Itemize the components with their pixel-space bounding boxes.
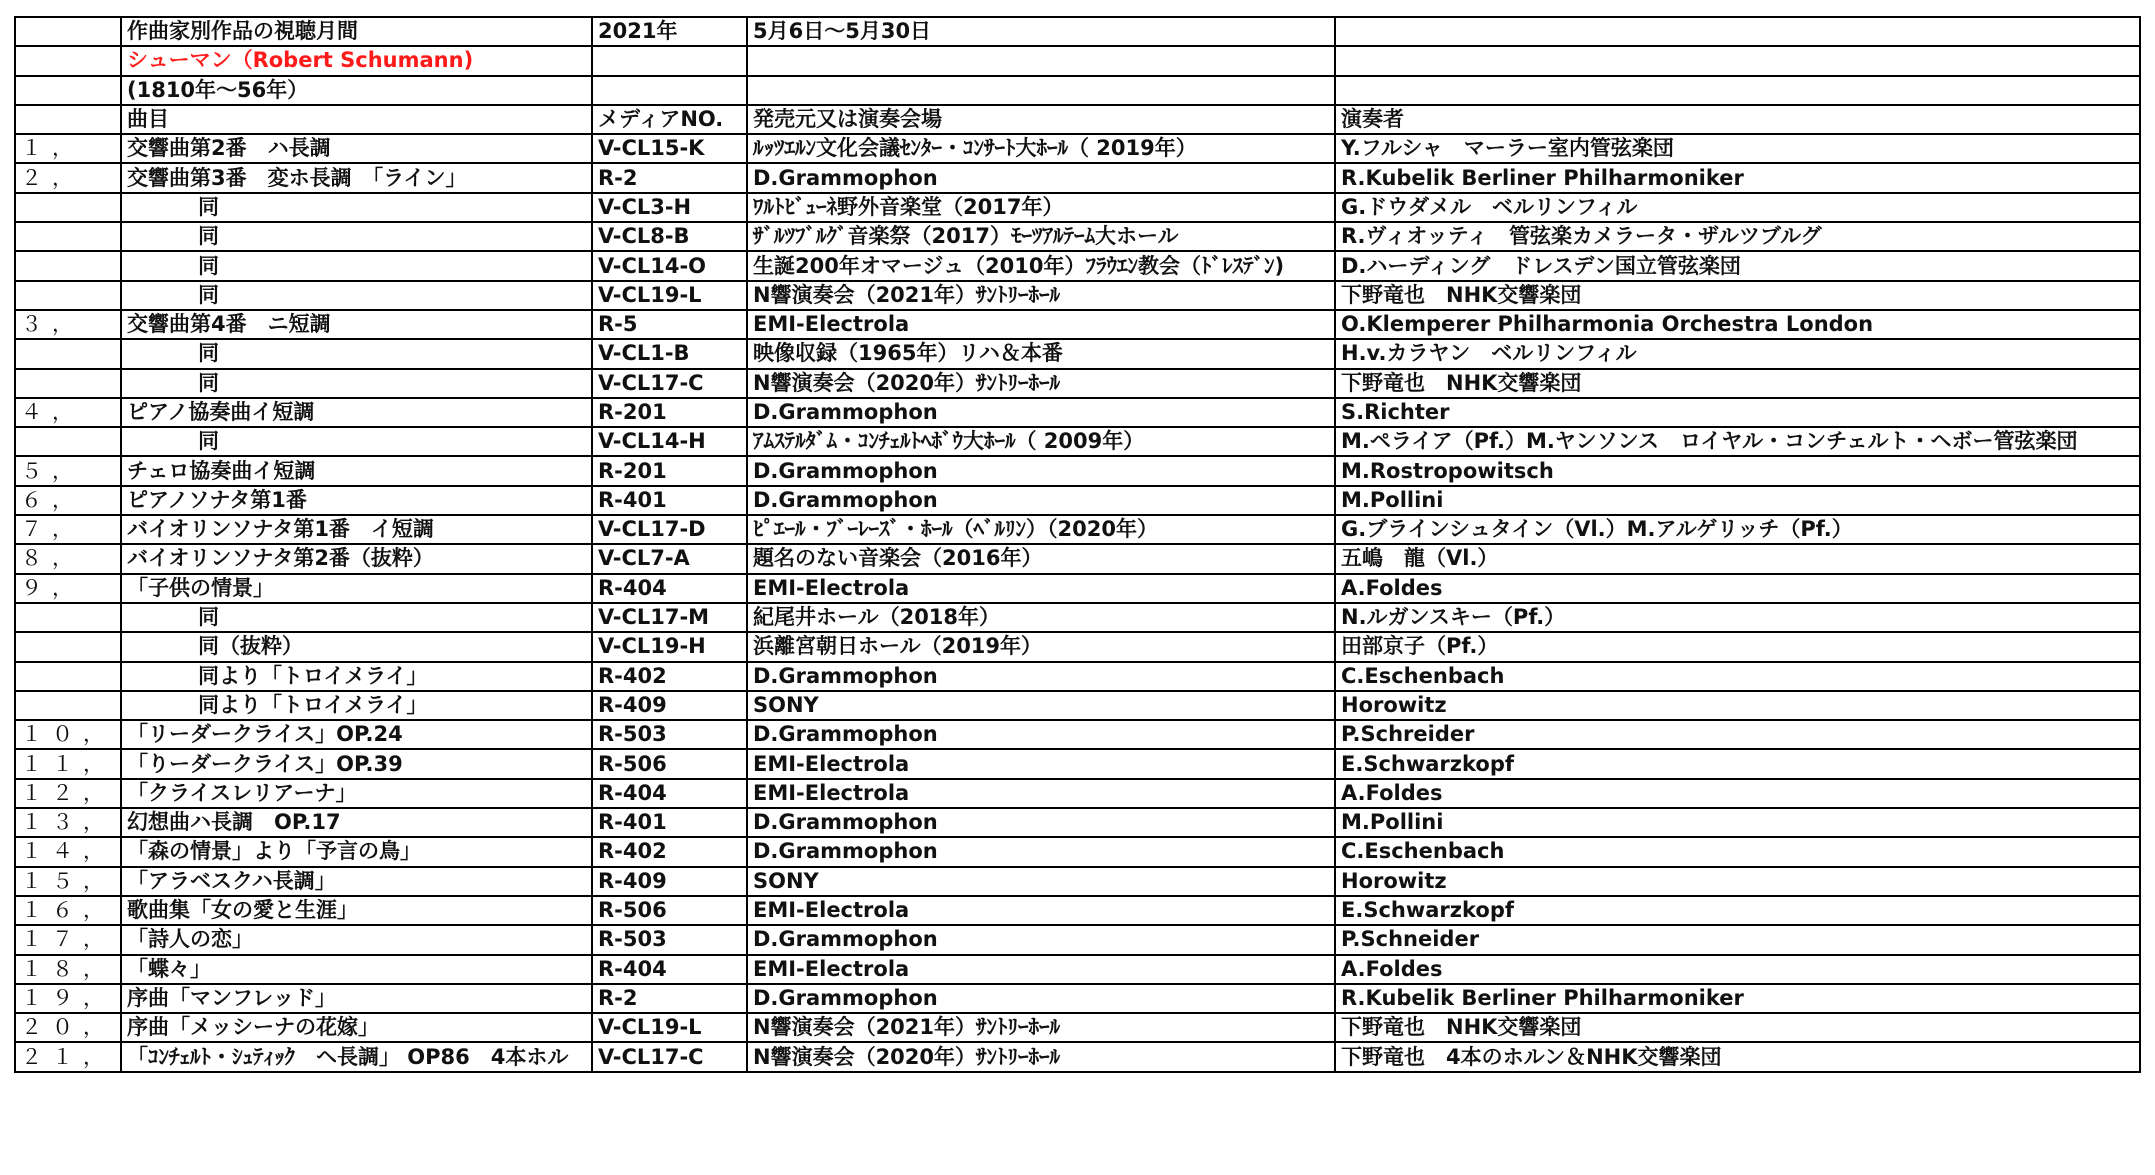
media-cell[interactable]: V-CL15-K	[592, 134, 747, 163]
table-row	[15, 163, 2140, 192]
row-number-cell[interactable]	[15, 427, 121, 456]
performer-cell[interactable]: D.ハーディング ドレスデン国立管弦楽団	[1335, 251, 2140, 280]
source-cell[interactable]: ｻﾞﾙﾂﾌﾞﾙｸﾞ音楽祭（2017）ﾓｰﾂｱﾙﾃｰﾑ大ホール	[747, 222, 1335, 251]
source-cell[interactable]: EMI-Electrola	[747, 749, 1335, 778]
media-cell[interactable]: R-201	[592, 456, 747, 485]
media-cell[interactable]: V-CL17-D	[592, 515, 747, 544]
media-cell[interactable]: R-402	[592, 837, 747, 866]
work-cell[interactable]: 「アラベスクハ長調」	[121, 867, 592, 896]
table-row	[15, 486, 2140, 515]
performer-cell[interactable]: P.Schneider	[1335, 925, 2140, 954]
work-cell[interactable]: バイオリンソナタ第1番 イ短調	[121, 515, 592, 544]
row-number-cell[interactable]: ７，	[15, 515, 121, 544]
media-cell[interactable]: R-506	[592, 749, 747, 778]
cell[interactable]	[15, 105, 121, 134]
table-row	[15, 896, 2140, 925]
source-cell[interactable]: D.Grammophon	[747, 808, 1335, 837]
source-cell[interactable]: ﾜﾙﾄﾋﾞｭｰﾈ野外音楽堂（2017年）	[747, 193, 1335, 222]
source-cell[interactable]: N響演奏会（2020年）ｻﾝﾄﾘｰﾎｰﾙ	[747, 369, 1335, 398]
media-cell[interactable]: R-5	[592, 310, 747, 339]
table-row	[15, 749, 2140, 778]
media-cell[interactable]: V-CL8-B	[592, 222, 747, 251]
row-number-cell[interactable]: １５，	[15, 867, 121, 896]
media-cell[interactable]: V-CL19-L	[592, 1013, 747, 1042]
media-cell[interactable]: R-401	[592, 486, 747, 515]
media-cell[interactable]: R-2	[592, 984, 747, 1013]
cell[interactable]	[15, 17, 121, 46]
period-cell[interactable]: 5月6日～5月30日	[747, 17, 1335, 46]
performer-cell[interactable]: E.Schwarzkopf	[1335, 896, 2140, 925]
source-cell[interactable]: D.Grammophon	[747, 720, 1335, 749]
source-cell[interactable]: SONY	[747, 691, 1335, 720]
work-cell[interactable]: バイオリンソナタ第2番（抜粋）	[121, 544, 592, 573]
table-row	[15, 837, 2140, 866]
source-cell[interactable]: 紀尾井ホール（2018年）	[747, 603, 1335, 632]
cell[interactable]	[747, 76, 1335, 105]
work-cell[interactable]: 同（抜粋）	[121, 632, 592, 661]
performer-cell[interactable]: 下野竜也 NHK交響楽団	[1335, 281, 2140, 310]
cell[interactable]	[15, 46, 121, 75]
row-number-cell[interactable]: １７，	[15, 925, 121, 954]
row-number-cell[interactable]: ２，	[15, 163, 121, 192]
performer-cell[interactable]: M.ペライア（Pf.）M.ヤンソンス ロイヤル・コンチェルト・ヘボー管弦楽団	[1335, 427, 2140, 456]
source-cell[interactable]: D.Grammophon	[747, 837, 1335, 866]
row-number-cell[interactable]: １０，	[15, 720, 121, 749]
table-row	[15, 193, 2140, 222]
spreadsheet-table	[14, 16, 2141, 1073]
performer-cell[interactable]: 下野竜也 NHK交響楽団	[1335, 1013, 2140, 1042]
cell[interactable]	[1335, 46, 2140, 75]
media-cell[interactable]: R-404	[592, 574, 747, 603]
media-cell[interactable]: V-CL17-C	[592, 369, 747, 398]
row-number-cell[interactable]: ３，	[15, 310, 121, 339]
media-cell[interactable]: R-409	[592, 867, 747, 896]
table-row	[15, 955, 2140, 984]
source-cell[interactable]: D.Grammophon	[747, 662, 1335, 691]
table-row	[15, 574, 2140, 603]
table-row	[15, 925, 2140, 954]
cell[interactable]	[15, 76, 121, 105]
work-cell[interactable]: 「森の情景」より「予言の鳥」	[121, 837, 592, 866]
row-number-cell[interactable]: ２０，	[15, 1013, 121, 1042]
performer-cell[interactable]: R.ヴィオッティ 管弦楽カメラータ・ザルツブルグ	[1335, 222, 2140, 251]
media-cell[interactable]: R-503	[592, 925, 747, 954]
work-cell[interactable]: 同	[121, 281, 592, 310]
row-number-cell[interactable]: １３，	[15, 808, 121, 837]
performer-cell[interactable]: S.Richter	[1335, 398, 2140, 427]
title-row	[15, 17, 2140, 46]
row-number-cell[interactable]: ２１，	[15, 1042, 121, 1071]
source-cell[interactable]: D.Grammophon	[747, 456, 1335, 485]
performer-cell[interactable]: 五嶋 龍（Vl.）	[1335, 544, 2140, 573]
work-cell[interactable]: 歌曲集「女の愛と生涯」	[121, 896, 592, 925]
row-number-cell[interactable]: １６，	[15, 896, 121, 925]
row-number-cell[interactable]: １２，	[15, 779, 121, 808]
row-number-cell[interactable]	[15, 251, 121, 280]
media-cell[interactable]: R-2	[592, 163, 747, 192]
work-cell[interactable]: 交響曲第3番 変ホ長調 「ライン」	[121, 163, 592, 192]
source-cell[interactable]: EMI-Electrola	[747, 574, 1335, 603]
row-number-cell[interactable]	[15, 281, 121, 310]
row-number-cell[interactable]: １４，	[15, 837, 121, 866]
table-row	[15, 369, 2140, 398]
table-row	[15, 544, 2140, 573]
work-cell[interactable]: 「ｺﾝﾁｪﾙﾄ・ｼｭﾃｨｯｸ ヘ長調」 OP86 4本ホル	[121, 1042, 592, 1071]
row-number-cell[interactable]: ４，	[15, 398, 121, 427]
source-cell[interactable]: D.Grammophon	[747, 984, 1335, 1013]
row-number-cell[interactable]: １，	[15, 134, 121, 163]
table-row	[15, 134, 2140, 163]
source-cell[interactable]: ﾋﾟｴｰﾙ・ﾌﾞｰﾚｰｽﾞ・ﾎｰﾙ（ﾍﾞﾙﾘﾝ）（2020年）	[747, 515, 1335, 544]
media-cell[interactable]: V-CL19-L	[592, 281, 747, 310]
work-cell[interactable]: 「詩人の恋」	[121, 925, 592, 954]
table-row	[15, 1042, 2140, 1071]
media-cell[interactable]: R-409	[592, 691, 747, 720]
composer-row	[15, 46, 2140, 75]
work-cell[interactable]: 同	[121, 339, 592, 368]
header-media[interactable]: メディアNO.	[592, 105, 747, 134]
header-performer[interactable]: 演奏者	[1335, 105, 2140, 134]
media-cell[interactable]: V-CL7-A	[592, 544, 747, 573]
row-number-cell[interactable]: ５，	[15, 456, 121, 485]
source-cell[interactable]: EMI-Electrola	[747, 779, 1335, 808]
performer-cell[interactable]: M.Rostropowitsch	[1335, 456, 2140, 485]
table-row	[15, 1013, 2140, 1042]
media-cell[interactable]: V-CL17-C	[592, 1042, 747, 1071]
media-cell[interactable]: V-CL14-H	[592, 427, 747, 456]
work-cell[interactable]: 交響曲第4番 ニ短調	[121, 310, 592, 339]
table-row	[15, 808, 2140, 837]
work-cell[interactable]: 「リーダークライス」OP.24	[121, 720, 592, 749]
work-cell[interactable]: 「蝶々」	[121, 955, 592, 984]
row-number-cell[interactable]	[15, 662, 121, 691]
performer-cell[interactable]: A.Foldes	[1335, 574, 2140, 603]
media-cell[interactable]: R-404	[592, 779, 747, 808]
work-cell[interactable]: チェロ協奏曲イ短調	[121, 456, 592, 485]
source-cell[interactable]: D.Grammophon	[747, 925, 1335, 954]
source-cell[interactable]: ﾙｯﾂｴﾙﾝ文化会議ｾﾝﾀｰ・ｺﾝｻｰﾄ大ﾎｰﾙ（ 2019年）	[747, 134, 1335, 163]
lifespan-row	[15, 76, 2140, 105]
work-cell[interactable]: 同	[121, 369, 592, 398]
media-cell[interactable]: R-401	[592, 808, 747, 837]
row-number-cell[interactable]: ９，	[15, 574, 121, 603]
media-cell[interactable]: V-CL1-B	[592, 339, 747, 368]
performer-cell[interactable]: Horowitz	[1335, 867, 2140, 896]
year-cell[interactable]: 2021年	[592, 17, 747, 46]
work-cell[interactable]: 同	[121, 603, 592, 632]
media-cell[interactable]: R-506	[592, 896, 747, 925]
table-row	[15, 867, 2140, 896]
row-number-cell[interactable]	[15, 632, 121, 661]
media-cell[interactable]: R-404	[592, 955, 747, 984]
source-cell[interactable]: D.Grammophon	[747, 163, 1335, 192]
source-cell[interactable]: N響演奏会（2021年）ｻﾝﾄﾘｰﾎｰﾙ	[747, 281, 1335, 310]
lifespan-cell[interactable]: (1810年～56年）	[121, 76, 592, 105]
cell[interactable]	[592, 46, 747, 75]
performer-cell[interactable]: G.ドウダメル ベルリンフィル	[1335, 193, 2140, 222]
work-cell[interactable]: 同	[121, 193, 592, 222]
performer-cell[interactable]: M.Pollini	[1335, 486, 2140, 515]
cell[interactable]	[592, 76, 747, 105]
cell[interactable]	[747, 46, 1335, 75]
table-row	[15, 632, 2140, 661]
work-cell[interactable]: ピアノソナタ第1番	[121, 486, 592, 515]
work-cell[interactable]: 「りーダークライス」OP.39	[121, 749, 592, 778]
cell[interactable]	[1335, 76, 2140, 105]
work-cell[interactable]: 交響曲第2番 ハ長調	[121, 134, 592, 163]
source-cell[interactable]: 生誕200年オマージュ（2010年）ﾌﾗｳｴﾝ教会（ﾄﾞﾚｽﾃﾞﾝ)	[747, 251, 1335, 280]
row-number-cell[interactable]: １８，	[15, 955, 121, 984]
media-cell[interactable]: V-CL17-M	[592, 603, 747, 632]
work-cell[interactable]: 同	[121, 222, 592, 251]
source-cell[interactable]: N響演奏会（2021年）ｻﾝﾄﾘｰﾎｰﾙ	[747, 1013, 1335, 1042]
row-number-cell[interactable]: １１，	[15, 749, 121, 778]
performer-cell[interactable]: H.v.カラヤン ベルリンフィル	[1335, 339, 2140, 368]
table-row	[15, 720, 2140, 749]
row-number-cell[interactable]	[15, 222, 121, 251]
performer-cell[interactable]: E.Schwarzkopf	[1335, 749, 2140, 778]
media-cell[interactable]: R-503	[592, 720, 747, 749]
composer-name[interactable]: シューマン（Robert Schumann)	[121, 46, 592, 75]
table-row	[15, 691, 2140, 720]
table-row	[15, 281, 2140, 310]
row-number-cell[interactable]: ６，	[15, 486, 121, 515]
performer-cell[interactable]: A.Foldes	[1335, 955, 2140, 984]
header-source[interactable]: 発売元又は演奏会場	[747, 105, 1335, 134]
source-cell[interactable]: N響演奏会（2020年）ｻﾝﾄﾘｰﾎｰﾙ	[747, 1042, 1335, 1071]
table-row	[15, 222, 2140, 251]
source-cell[interactable]: ｱﾑｽﾃﾙﾀﾞﾑ・ｺﾝﾁｪﾙﾄﾍﾎﾞｳ大ﾎｰﾙ（ 2009年）	[747, 427, 1335, 456]
row-number-cell[interactable]	[15, 691, 121, 720]
work-cell[interactable]: 同	[121, 251, 592, 280]
performer-cell[interactable]: A.Foldes	[1335, 779, 2140, 808]
source-cell[interactable]: 映像収録（1965年）リハ＆本番	[747, 339, 1335, 368]
media-cell[interactable]: V-CL3-H	[592, 193, 747, 222]
table-row	[15, 251, 2140, 280]
work-cell[interactable]: 序曲「メッシーナの花嫁」	[121, 1013, 592, 1042]
table-row	[15, 603, 2140, 632]
performer-cell[interactable]: M.Pollini	[1335, 808, 2140, 837]
work-cell[interactable]: ピアノ協奏曲イ短調	[121, 398, 592, 427]
work-cell[interactable]: 「クライスレリアーナ」	[121, 779, 592, 808]
work-cell[interactable]: 同より「トロイメライ」	[121, 662, 592, 691]
table-row	[15, 427, 2140, 456]
source-cell[interactable]: EMI-Electrola	[747, 896, 1335, 925]
source-cell[interactable]: SONY	[747, 867, 1335, 896]
performer-cell[interactable]: 下野竜也 NHK交響楽団	[1335, 369, 2140, 398]
performer-cell[interactable]: P.Schreider	[1335, 720, 2140, 749]
table-row	[15, 984, 2140, 1013]
row-number-cell[interactable]: １９，	[15, 984, 121, 1013]
media-cell[interactable]: V-CL19-H	[592, 632, 747, 661]
source-cell[interactable]: EMI-Electrola	[747, 955, 1335, 984]
source-cell[interactable]: 題名のない音楽会（2016年）	[747, 544, 1335, 573]
performer-cell[interactable]: N.ルガンスキー（Pf.）	[1335, 603, 2140, 632]
work-cell[interactable]: 同	[121, 427, 592, 456]
source-cell[interactable]: EMI-Electrola	[747, 310, 1335, 339]
work-cell[interactable]: 幻想曲ハ長調 OP.17	[121, 808, 592, 837]
table-row	[15, 515, 2140, 544]
column-header-row	[15, 105, 2140, 134]
source-cell[interactable]: D.Grammophon	[747, 486, 1335, 515]
performer-cell[interactable]: Horowitz	[1335, 691, 2140, 720]
performer-cell[interactable]: Y.フルシャ マーラー室内管弦楽団	[1335, 134, 2140, 163]
sheet-title[interactable]: 作曲家別作品の視聴月間	[121, 17, 592, 46]
performer-cell[interactable]: C.Eschenbach	[1335, 662, 2140, 691]
performer-cell[interactable]: G.ブラインシュタイン（Vl.）M.アルゲリッチ（Pf.）	[1335, 515, 2140, 544]
performer-cell[interactable]: R.Kubelik Berliner Philharmoniker	[1335, 163, 2140, 192]
work-cell[interactable]: 序曲「マンフレッド」	[121, 984, 592, 1013]
row-number-cell[interactable]	[15, 193, 121, 222]
cell[interactable]	[1335, 17, 2140, 46]
performer-cell[interactable]: C.Eschenbach	[1335, 837, 2140, 866]
performer-cell[interactable]: R.Kubelik Berliner Philharmoniker	[1335, 984, 2140, 1013]
media-cell[interactable]: V-CL14-O	[592, 251, 747, 280]
row-number-cell[interactable]	[15, 339, 121, 368]
table-row	[15, 456, 2140, 485]
work-cell[interactable]: 「子供の情景」	[121, 574, 592, 603]
source-cell[interactable]: D.Grammophon	[747, 398, 1335, 427]
performer-cell[interactable]: 田部京子（Pf.）	[1335, 632, 2140, 661]
row-number-cell[interactable]	[15, 369, 121, 398]
table-row	[15, 398, 2140, 427]
header-work[interactable]: 曲目	[121, 105, 592, 134]
performer-cell[interactable]: 下野竜也 4本のホルン＆NHK交響楽団	[1335, 1042, 2140, 1071]
table-row	[15, 662, 2140, 691]
media-cell[interactable]: R-402	[592, 662, 747, 691]
work-cell[interactable]: 同より「トロイメライ」	[121, 691, 592, 720]
row-number-cell[interactable]	[15, 603, 121, 632]
table-row	[15, 339, 2140, 368]
table-row	[15, 310, 2140, 339]
row-number-cell[interactable]: ８，	[15, 544, 121, 573]
performer-cell[interactable]: O.Klemperer Philharmonia Orchestra London	[1335, 310, 2140, 339]
source-cell[interactable]: 浜離宮朝日ホール（2019年）	[747, 632, 1335, 661]
media-cell[interactable]: R-201	[592, 398, 747, 427]
table-row	[15, 779, 2140, 808]
